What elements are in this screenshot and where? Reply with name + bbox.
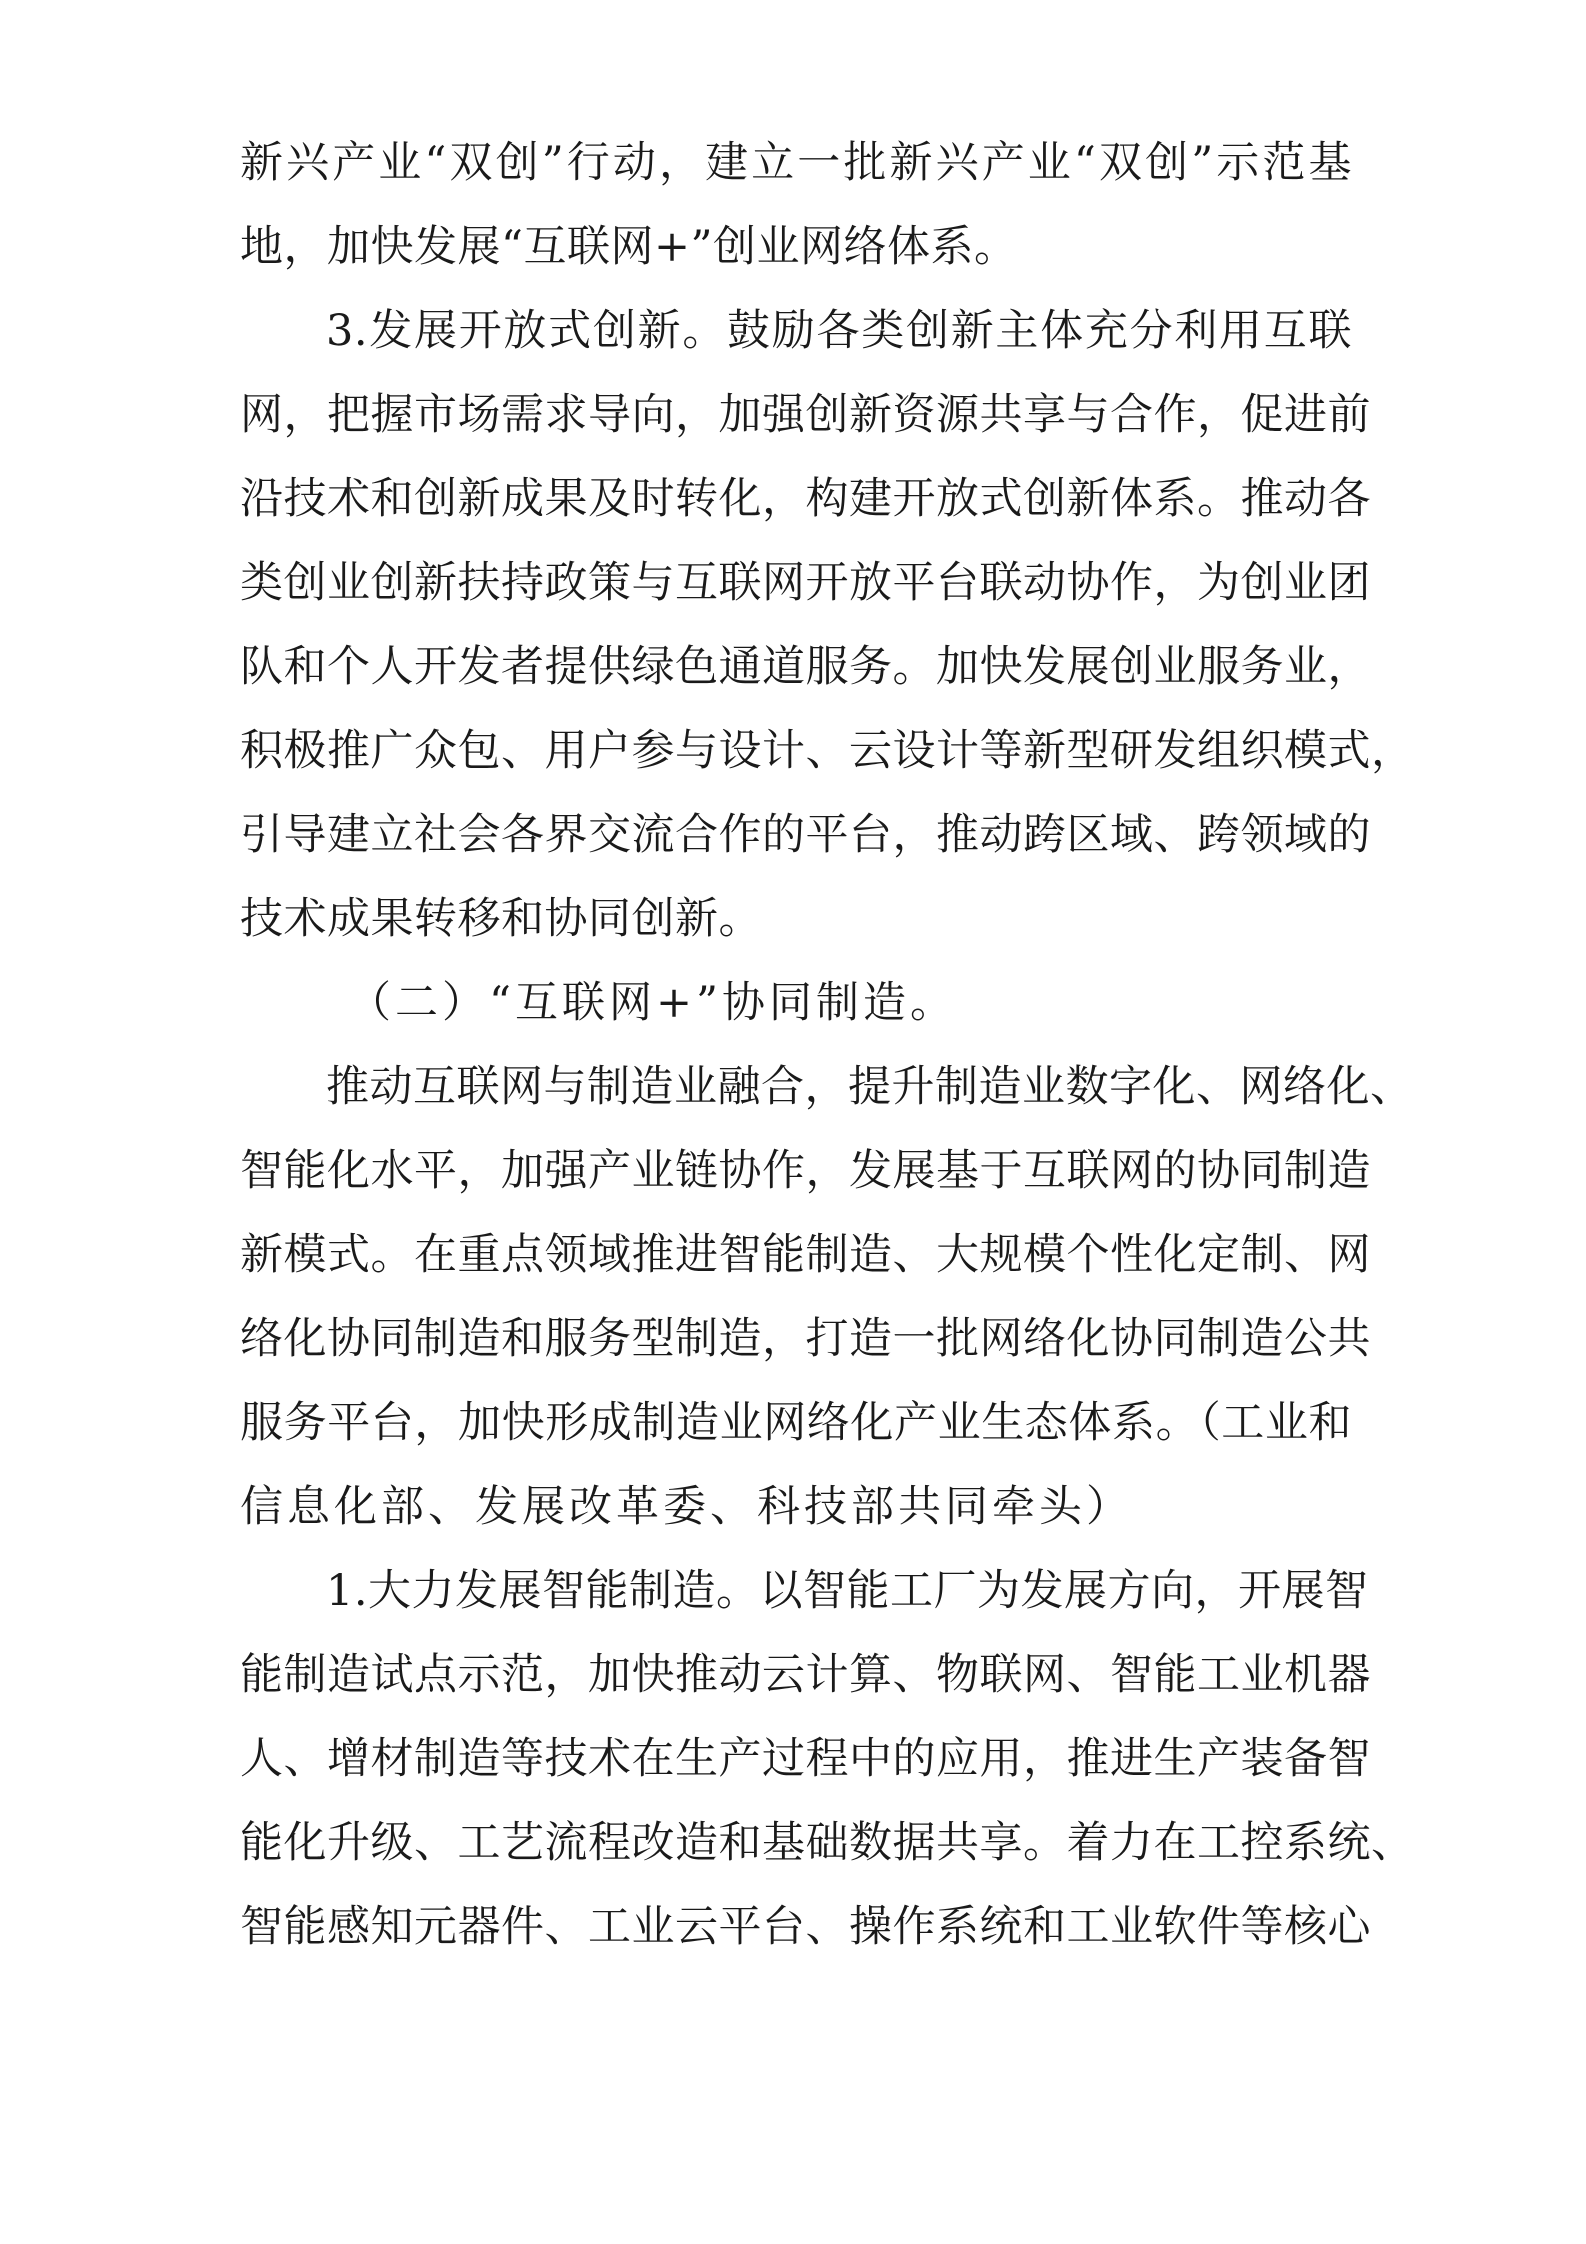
section-heading: （二）“互联网+”协同制造。	[348, 978, 957, 1028]
paragraph-line: 沿技术和创新成果及时转化，构建开放式创新体系。推动各	[240, 474, 1371, 524]
paragraph-line: 网，把握市场需求导向，加强创新资源共享与合作，促进前	[240, 390, 1371, 440]
paragraph-line: 能制造试点示范，加快推动云计算、物联网、智能工业机器	[240, 1650, 1371, 1700]
section-item-heading-line: 1.大力发展智能制造。以智能工厂为发展方向，开展智	[326, 1566, 1369, 1616]
paragraph-line: 能化升级、工艺流程改造和基础数据共享。着力在工控系统、	[240, 1818, 1415, 1868]
responsible-departments: 信息化部、发展改革委、科技部共同牵头）	[240, 1482, 1133, 1532]
paragraph-line: 新兴产业“双创”行动，建立一批新兴产业“双创”示范基	[240, 138, 1352, 188]
paragraph-line: 队和个人开发者提供绿色通道服务。加快发展创业服务业，	[240, 642, 1371, 692]
paragraph-line: 积极推广众包、用户参与设计、云设计等新型研发组织模式，	[240, 726, 1415, 776]
paragraph-line: 智能感知元器件、工业云平台、操作系统和工业软件等核心	[240, 1902, 1371, 1952]
paragraph-line: 技术成果转移和协同创新。	[240, 894, 762, 944]
paragraph-line: 地，加快发展“互联网+”创业网络体系。	[240, 222, 1018, 272]
paragraph-line: 络化协同制造和服务型制造，打造一批网络化协同制造公共	[240, 1314, 1371, 1364]
paragraph-line: 服务平台，加快形成制造业网络化产业生态体系。（工业和	[240, 1398, 1352, 1448]
paragraph-line: 推动互联网与制造业融合，提升制造业数字化、网络化、	[326, 1062, 1414, 1112]
paragraph-line: 引导建立社会各界交流合作的平台，推动跨区域、跨领域的	[240, 810, 1371, 860]
paragraph-line: 智能化水平，加强产业链协作，发展基于互联网的协同制造	[240, 1146, 1371, 1196]
paragraph-line: 新模式。在重点领域推进智能制造、大规模个性化定制、网	[240, 1230, 1371, 1280]
paragraph-line: 人、增材制造等技术在生产过程中的应用，推进生产装备智	[240, 1734, 1371, 1784]
section-item-heading-line: 3.发展开放式创新。鼓励各类创新主体充分利用互联	[326, 306, 1352, 356]
paragraph-line: 类创业创新扶持政策与互联网开放平台联动协作，为创业团	[240, 558, 1371, 608]
